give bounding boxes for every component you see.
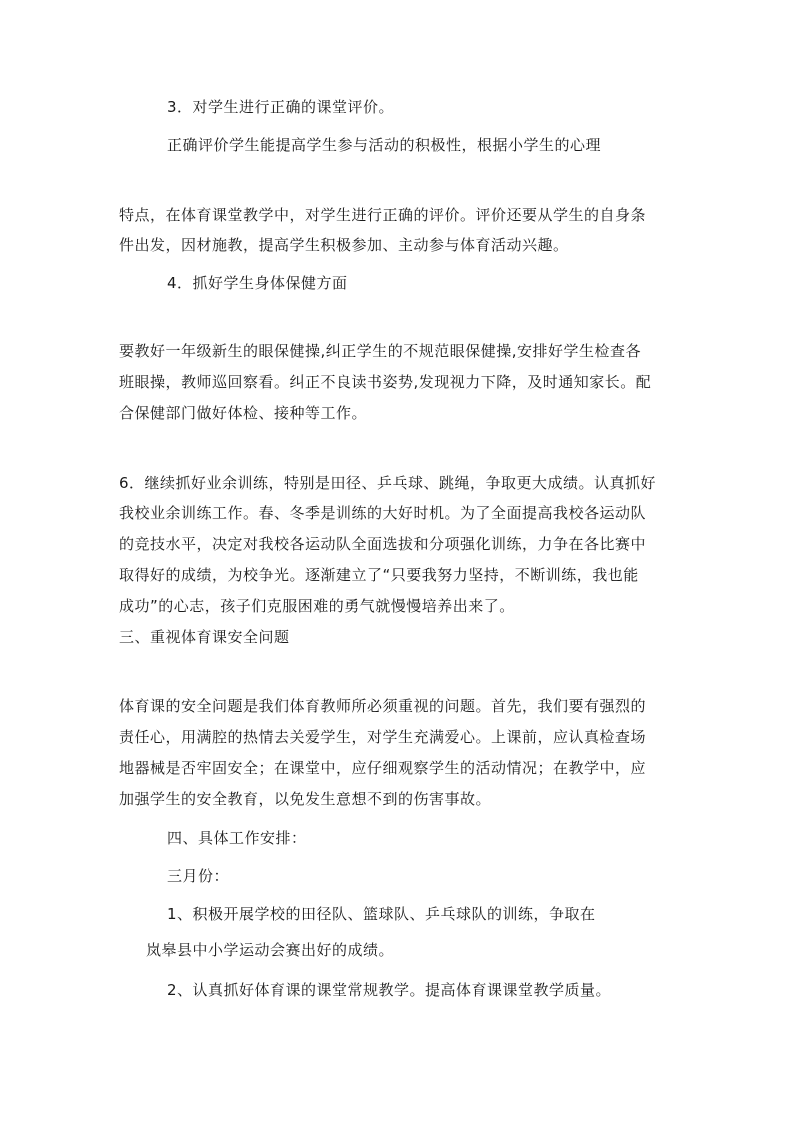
month-heading: 三月份： (167, 867, 230, 885)
task-item-1-cont: 岚皋县中小学运动会赛出好的成绩。 (146, 941, 395, 959)
item-3-heading: 3．对学生进行正确的课堂评价。 (167, 98, 395, 116)
section-4-heading: 四、具体工作安排： (167, 829, 307, 847)
paragraph-line: 加强学生的安全教育，以免发生意想不到的伤害事故。 (119, 790, 492, 808)
paragraph-line: 班眼操，教师巡回察看。纠正不良读书姿势,发现视力下降，及时通知家长。配 (119, 373, 652, 391)
paragraph-line: 正确评价学生能提高学生参与活动的积极性，根据小学生的心理 (167, 136, 602, 154)
paragraph-line: 体育课的安全问题是我们体育教师所必须重视的问题。首先，我们要有强烈的 (119, 697, 647, 715)
paragraph-line: 责任心，用满腔的热情去关爱学生，对学生充满爱心。上课前，应认真检查场 (119, 728, 647, 746)
paragraph-line: 要教好一年级新生的眼保健操,纠正学生的不规范眼保健操,安排好学生检查各 (119, 342, 642, 360)
task-item-1: 1、积极开展学校的田径队、篮球队、乒乓球队的训练，争取在 (167, 905, 596, 923)
paragraph-line: 取得好的成绩，为校争光。逐渐建立了“只要我努力坚持，不断训练，我也能 (119, 566, 639, 584)
section-3-heading: 三、重视体育课安全问题 (119, 628, 290, 646)
item-4-heading: 4．抓好学生身体保健方面 (167, 274, 348, 292)
item-6-heading: 6．继续抓好业余训练，特别是田径、乒乓球、跳绳，争取更大成绩。认真抓好 (119, 474, 657, 492)
paragraph-line: 我校业余训练工作。春、冬季是训练的大好时机。为了全面提高我校各运动队 (119, 504, 647, 522)
task-item-2: 2、认真抓好体育课的课堂常规教学。提高体育课课堂教学质量。 (167, 981, 612, 999)
paragraph-line: 成功”的心志，孩子们克服困难的勇气就慢慢培养出来了。 (119, 597, 515, 615)
paragraph-line: 地器械是否牢固安全；在课堂中，应仔细观察学生的活动情况；在教学中，应 (119, 759, 647, 777)
paragraph-line: 件出发，因材施教，提高学生积极参加、主动参与体育活动兴趣。 (119, 236, 569, 254)
paragraph-line: 特点，在体育课堂教学中，对学生进行正确的评价。评价还要从学生的自身条 (119, 206, 647, 224)
paragraph-line: 合保健部门做好体检、接种等工作。 (119, 404, 368, 422)
paragraph-line: 的竞技水平，决定对我校各运动队全面选拔和分项强化训练，力争在各比赛中 (119, 535, 647, 553)
